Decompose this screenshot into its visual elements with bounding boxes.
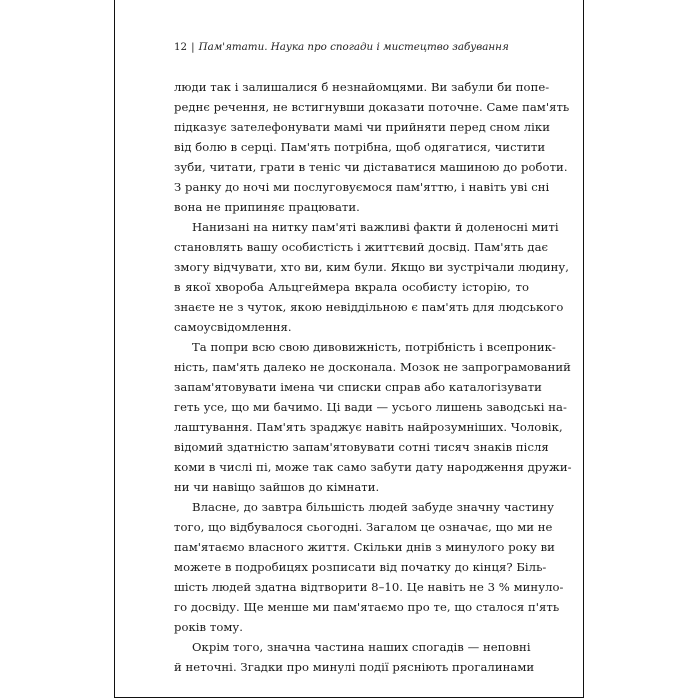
text-line: Власне, до завтра більшість людей забуде значну частину: [192, 500, 554, 514]
paragraph: [174, 77, 570, 217]
text-line: шість людей здатна відтворити 8–10. Це навіть не 3 % минуло-: [174, 580, 564, 594]
text-line: го досвіду. Ще менше ми пам'ятаємо про те, що сталося п'ять: [174, 600, 560, 614]
text-line: від болю в серці. Пам'ять потрібна, щоб одягатися, чистити: [174, 140, 546, 154]
text-line: реднє речення, не встигнувши доказати поточне. Саме пам'ять: [174, 100, 570, 114]
running-head: [174, 41, 534, 53]
text-line: в якої хвороба Альцгеймера вкрала особисту історію, то: [174, 280, 529, 294]
text-line: відомий здатністю запам'ятовувати сотні тисяч знаків після: [174, 440, 549, 454]
book-title: Пам'ятати. Наука про спогади і мистецтво забування: [198, 41, 509, 53]
text-line: коми в числі пі, може так само забути дату народження дружи-: [174, 460, 572, 474]
text-line: зуби, читати, грати в теніс чи діставатися машиною до роботи.: [174, 160, 568, 174]
text-line: ни чи навіщо зайшов до кімнати.: [174, 480, 380, 494]
text-line: Нанизані на нитку пам'яті важливі факти й доленосні миті: [192, 220, 559, 234]
text-line: Окрім того, значна частина наших спогадів — неповні: [192, 640, 531, 654]
paragraph: [174, 637, 535, 677]
body-text: [174, 77, 572, 677]
text-line: лаштування. Пам'ять зраджує навіть найрозумніших. Чоловік,: [174, 420, 563, 434]
text-line: знаєте не з чуток, якою невіддільною є пам'ять для людського: [174, 300, 564, 314]
text-line: вона не припиняє працювати.: [174, 200, 360, 214]
text-line: становлять вашу особистість і життєвий досвід. Пам'ять дає: [174, 240, 549, 254]
text-line: змогу відчувати, хто ви, ким були. Якщо ви зустрічали людину,: [174, 260, 570, 274]
text-line: З ранку до ночі ми послуговуємося пам'яттю, і навіть уві сні: [174, 180, 550, 194]
paragraph: [174, 217, 570, 337]
paragraph: [174, 497, 564, 637]
text-line: ність, пам'ять далеко не досконала. Мозок не запрограмований: [174, 360, 571, 374]
text-line: пам'ятаємо власного життя. Скільки днів з минулого року ви: [174, 540, 555, 554]
text-line: запам'ятовувати імена чи списки справ або каталогізувати: [174, 380, 542, 394]
text-line: люди так і залишалися б незнайомцями. Ви забули би попе-: [174, 80, 550, 94]
text-line: років тому.: [174, 620, 244, 634]
text-line: підказує зателефонувати мамі чи прийняти перед сном ліки: [174, 120, 550, 134]
text-line: самоусвідомлення.: [174, 320, 292, 334]
text-line: можете в подробицях розписати від початку до кінця? Біль-: [174, 560, 547, 574]
paragraph: [174, 337, 572, 497]
text-line: Та попри всю свою дивовижність, потрібність і всепроник-: [192, 340, 556, 354]
text-line: того, що відбувалося сьогодні. Загалом це означає, що ми не: [174, 520, 553, 534]
running-head-separator: |: [191, 41, 195, 53]
book-page: [114, 0, 584, 698]
text-line: й неточні. Згадки про минулі події рясніють прогалинами: [174, 660, 535, 674]
text-line: геть усе, що ми бачимо. Ці вади — усього лишень заводські на-: [174, 400, 567, 414]
page-number: 12: [174, 41, 188, 53]
